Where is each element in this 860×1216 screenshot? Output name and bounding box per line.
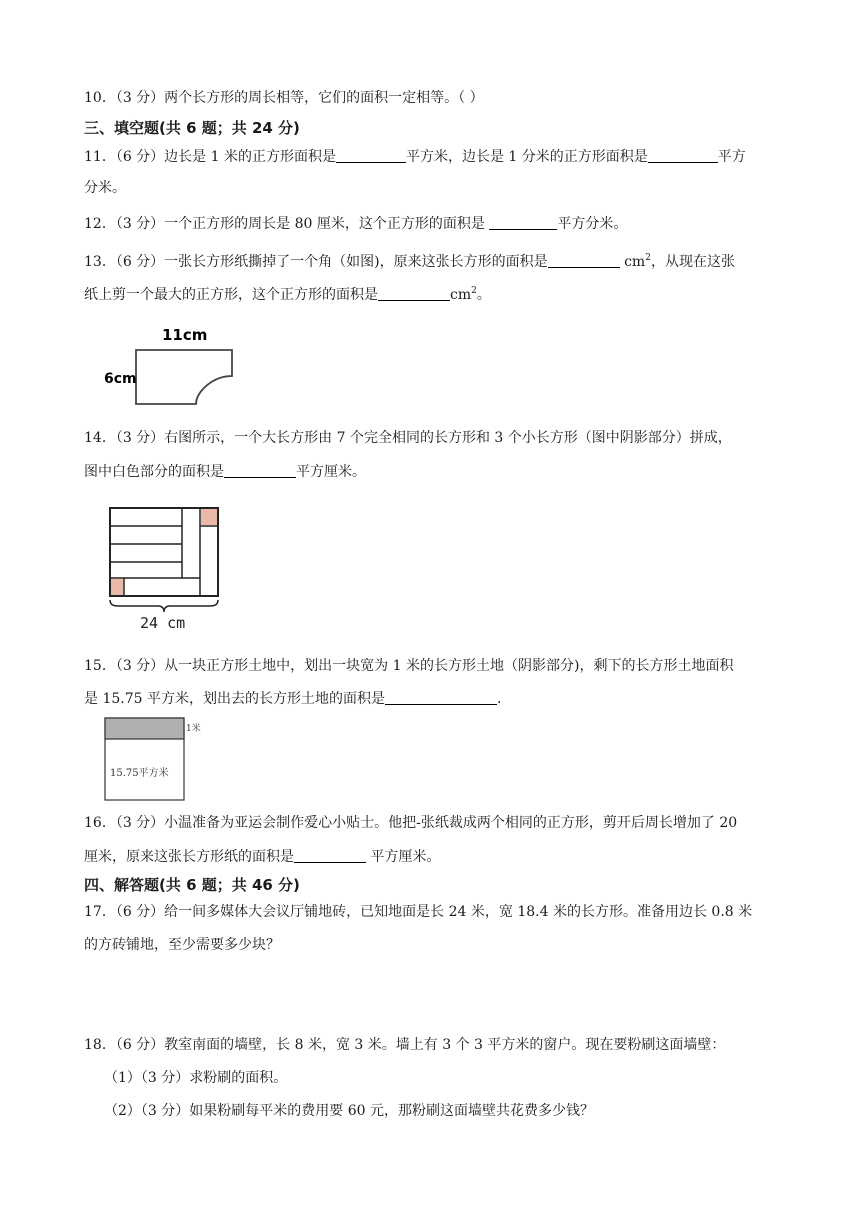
question-15-text: 是 15.75 平方米，划出去的长方形土地的面积是: [84, 691, 385, 707]
question-14: 14．（3 分）右图所示，一个大长方形由 7 个完全相同的长方形和 3 个小长方形（图中阴影部分）拼成，: [84, 430, 732, 446]
superscript: 2: [471, 286, 477, 296]
brace: [110, 600, 218, 612]
shaded-square: [201, 509, 217, 525]
answer-blank[interactable]: [294, 846, 366, 863]
question-16: 16．（3 分）小温准备为亚运会制作爱心小贴士。他把-张纸裁成两个相同的正方形，剪开后周长增加了 20: [84, 815, 738, 831]
answer-blank[interactable]: [648, 146, 718, 163]
question-14-text: 图中白色部分的面积是: [84, 464, 224, 480]
side-label: 1米: [186, 724, 201, 734]
question-13: [84, 248, 735, 272]
answer-blank[interactable]: [385, 688, 497, 705]
unit-label: cm: [450, 287, 472, 303]
question-15-text: .: [496, 691, 502, 707]
shaded-strip: [105, 718, 184, 739]
punctuation: 。: [476, 287, 491, 303]
question-14-text: 平方厘米。: [296, 464, 366, 480]
question-16-line2: [84, 846, 440, 867]
question-14-line2: [84, 461, 366, 482]
question-18: 18．（6 分）教室南面的墙壁，长 8 米，宽 3 米。墙上有 3 个 3 平方米的窗户。现在要粉刷这面墙壁：: [84, 1037, 726, 1053]
question-12-text: 平方分米。: [557, 216, 628, 232]
square-land-figure: [104, 716, 214, 802]
torn-rectangle-figure: [100, 316, 250, 408]
answer-blank[interactable]: [548, 251, 620, 268]
question-11: [84, 146, 746, 167]
question-18-sub1: （1）（3 分）求粉刷的面积。: [104, 1070, 288, 1086]
unit-label: cm: [619, 254, 646, 270]
question-13-text: ，从现在这张: [650, 254, 735, 270]
rectangle-strips-figure: [104, 504, 228, 632]
superscript: 2: [645, 253, 651, 263]
question-10-text: 10．（3 分）两个长方形的周长相等，它们的面积一定相等。（ ）: [84, 90, 484, 106]
question-11-text: 平方米，边长是 1 分米的正方形面积是: [405, 149, 648, 165]
question-12: [84, 213, 627, 234]
answer-blank[interactable]: [378, 284, 450, 301]
section-4-title: 四、解答题(共 6 题；共 46 分): [84, 876, 300, 894]
question-13-text: 13．（6 分）一张长方形纸撕掉了一个角（如图)，原来这张长方形的面积是: [84, 254, 548, 270]
shaded-square: [111, 579, 123, 595]
question-11-text: 11．（6 分）边长是 1 米的正方形面积是: [84, 149, 336, 165]
question-13-text: 纸上剪一个最大的正方形，这个正方形的面积是: [84, 287, 378, 303]
question-15-line2: [84, 688, 501, 709]
answer-blank[interactable]: [224, 461, 296, 478]
question-17-line2: 的方砖铺地，至少需要多少块？: [84, 937, 280, 953]
question-11-text: 平方: [717, 149, 746, 165]
question-13-line2: [84, 281, 491, 305]
answer-blank[interactable]: [336, 146, 406, 163]
question-18-sub2: （2）（3 分）如果粉刷每平米的费用要 60 元，那粉刷这面墙壁共花费多少钱？: [104, 1103, 594, 1119]
area-label: 15.75平方米: [110, 768, 169, 779]
question-16-text: 厘米，原来这张长方形纸的面积是: [84, 849, 294, 865]
torn-rectangle-shape: [136, 350, 232, 404]
section-3-title: 三、填空题(共 6 题；共 24 分): [84, 119, 300, 137]
answer-blank[interactable]: [489, 213, 557, 230]
question-17: 17．（6 分）给一间多媒体大会议厅铺地砖，已知地面是长 24 米，宽 18.4 米的长方形。准备用边长 0.8 米: [84, 904, 753, 920]
height-label: 6cm: [104, 371, 137, 387]
question-11-line2: 分米。: [84, 180, 126, 196]
question-10: [84, 88, 484, 108]
question-16-text: 平方厘米。: [366, 849, 441, 865]
question-15: 15．（3 分）从一块正方形土地中，划出一块宽为 1 米的长方形土地（阴影部分)，剩下的长方形土地面积: [84, 658, 734, 674]
question-12-text: 12．（3 分）一个正方形的周长是 80 厘米，这个正方形的面积是: [84, 216, 490, 232]
width-label: 24 cm: [140, 614, 186, 632]
width-label: 11cm: [162, 326, 208, 344]
